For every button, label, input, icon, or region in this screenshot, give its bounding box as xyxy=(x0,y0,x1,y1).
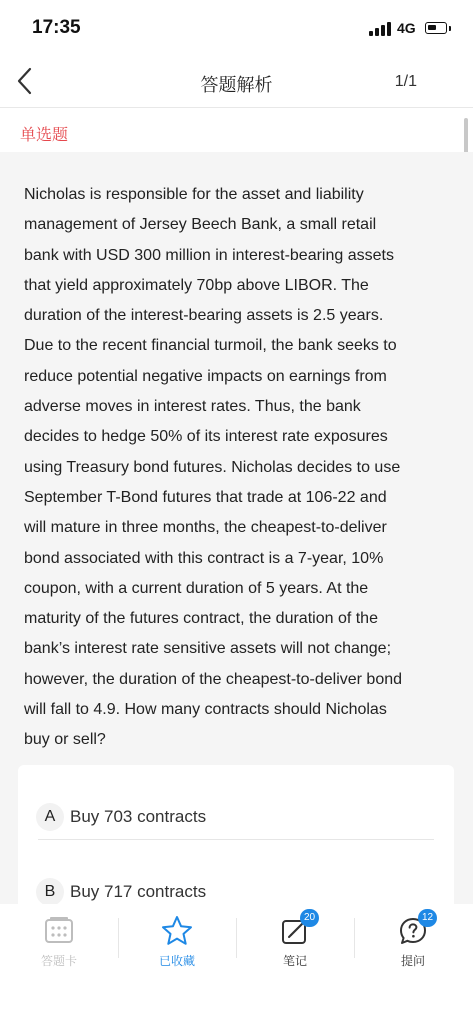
question-line: bank with USD 300 million in interest-bearing assets xyxy=(24,246,394,264)
option-divider xyxy=(38,839,434,840)
tab-favorited[interactable] xyxy=(118,904,236,980)
star-icon xyxy=(160,914,194,948)
question-line: that yield approximately 70bp above LIBOR. The xyxy=(24,276,369,294)
question-line: will mature in three months, the cheapest-to-deliver xyxy=(24,519,387,537)
question-content xyxy=(0,152,473,904)
question-line: buy or sell? xyxy=(24,731,106,749)
nav-bar xyxy=(0,54,473,108)
page-title: 答题解析 xyxy=(200,75,273,95)
tab-answer-card[interactable] xyxy=(0,904,118,980)
question-line: reduce potential negative impacts on earnings from xyxy=(24,367,387,385)
tab-label: 答题卡 xyxy=(40,954,77,968)
tab-ask-question[interactable] xyxy=(354,904,472,980)
network-type: 4G xyxy=(397,20,416,36)
option-text: Buy 703 contracts xyxy=(70,807,207,826)
question-line: coupon, with a current duration of 5 years. At the xyxy=(24,579,369,597)
question-line: will fall to 4.9. How many contracts should Nicholas xyxy=(24,701,387,719)
questions-count-badge: 12 xyxy=(418,909,437,927)
option-b[interactable] xyxy=(36,874,436,904)
tab-label: 已收藏 xyxy=(158,954,195,968)
option-letter: A xyxy=(36,803,64,831)
question-line: bank’s interest rate sensitive assets will not change; xyxy=(24,640,392,658)
signal-strength-icon xyxy=(369,22,393,36)
question-line: using Treasury bond futures. Nicholas decides to use xyxy=(24,458,401,476)
options-card xyxy=(18,765,454,904)
option-a[interactable] xyxy=(36,799,436,835)
question-text xyxy=(24,180,444,756)
status-time: 17:35 xyxy=(32,17,81,38)
bottom-toolbar xyxy=(0,904,473,1024)
battery-icon xyxy=(425,22,447,34)
question-line: duration of the interest-bearing assets is 2.5 years. xyxy=(24,307,384,325)
question-line: adverse moves in interest rates. Thus, the bank xyxy=(24,398,361,416)
question-line: bond associated with this contract is a 7-year, 10% xyxy=(24,549,384,567)
option-letter: B xyxy=(36,878,64,904)
option-text: Buy 717 contracts xyxy=(70,882,207,901)
question-line: September T-Bond futures that trade at 106-22 and xyxy=(24,488,387,506)
question-line: maturity of the futures contract, the duration of the xyxy=(24,610,378,628)
tab-label: 提问 xyxy=(400,954,425,968)
answer-card-icon xyxy=(42,914,76,948)
tab-label: 笔记 xyxy=(282,954,307,968)
question-line: Due to the recent financial turmoil, the bank seeks to xyxy=(24,337,397,355)
question-type-label: 单选题 xyxy=(20,127,69,144)
question-line: decides to hedge 50% of its interest rate exposures xyxy=(24,428,388,446)
question-line: management of Jersey Beech Bank, a small retail xyxy=(24,216,377,234)
question-line: Nicholas is responsible for the asset and liability xyxy=(24,186,364,203)
question-line: however, the duration of the cheapest-to-deliver bond xyxy=(24,670,403,688)
notes-count-badge: 20 xyxy=(300,909,319,927)
tab-notes[interactable] xyxy=(236,904,354,980)
status-bar xyxy=(0,0,473,54)
page-counter: 1/1 xyxy=(394,73,417,90)
